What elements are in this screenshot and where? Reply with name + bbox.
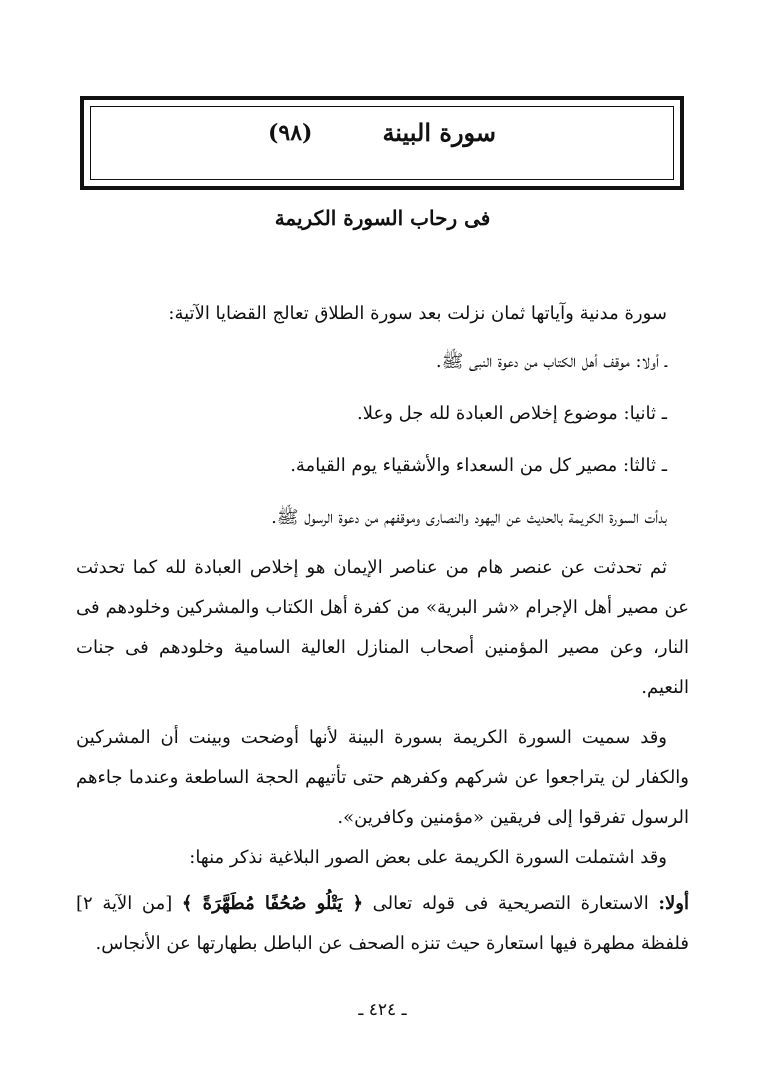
list-item: ـ ثالثا: مصير كل من السعداء والأشقياء يوم القيامة. (290, 455, 667, 476)
paragraph: وقد اشتملت السورة الكريمة على بعض الصور البلاغية نذكر منها: (189, 847, 667, 868)
rhetoric-text-after: [من الآية ٢] فلفظة مطهرة فيها استعارة حيث تنزه الصحف عن الباطل بطهارتها عن الأنجاس. (76, 893, 689, 954)
section-subtitle: فى رحاب السورة الكريمة (274, 206, 491, 230)
body-text (76, 294, 689, 964)
sura-number: (٩٨) (267, 119, 313, 146)
rhetoric-label: أولا: (658, 893, 689, 914)
paragraph: ثم تحدثت عن عنصر هام من عناصر الإيمان هو إخلاص العبادة لله كما تحدثت عن مصير أهل الإجرام «شر البرية» من كفرة أهل الكتاب والمشركين وخلودهم فى النار، وعن مصير المؤمنين أصحاب المنازل العالية السامية وخلودهم فى جنات النعيم. (76, 557, 689, 698)
list-item: ـ أولا: موقف أهل الكتاب من دعوة النبى ﷺ. (435, 351, 667, 372)
paragraph: بدأت السورة الكريمة بالحديث عن اليهود والنصارى وموقفهم من دعوة الرسول ﷺ. (271, 507, 667, 528)
rhetoric-paragraph (76, 884, 689, 964)
intro-paragraph: سورة مدنية وآياتها ثمان نزلت بعد سورة الطلاق تعالج القضايا الآتية: (168, 303, 667, 324)
title-row (84, 118, 680, 147)
sura-name: سورة البينة (382, 118, 497, 147)
page-number: ـ ٤٢٤ ـ (358, 1000, 407, 1020)
quran-verse: ﴿ يَتْلُو صُحُفًا مُطَهَّرَةً ﴾ (181, 893, 363, 914)
paragraph: وقد سميت السورة الكريمة بسورة البينة لأنها أوضحت وبينت أن المشركين والكفار لن يتراجعوا عن شركهم وكفرهم حتى تأتيهم الحجة الساطعة وعندما جاءهم الرسول تفرقوا إلى فريقين «مؤمنين وكافرين». (76, 727, 689, 828)
rhetoric-text-before: الاستعارة التصريحية فى قوله تعالى (372, 893, 649, 914)
title-frame (80, 96, 684, 190)
list-item: ـ ثانيا: موضوع إخلاص العبادة لله جل وعلا. (357, 403, 667, 424)
